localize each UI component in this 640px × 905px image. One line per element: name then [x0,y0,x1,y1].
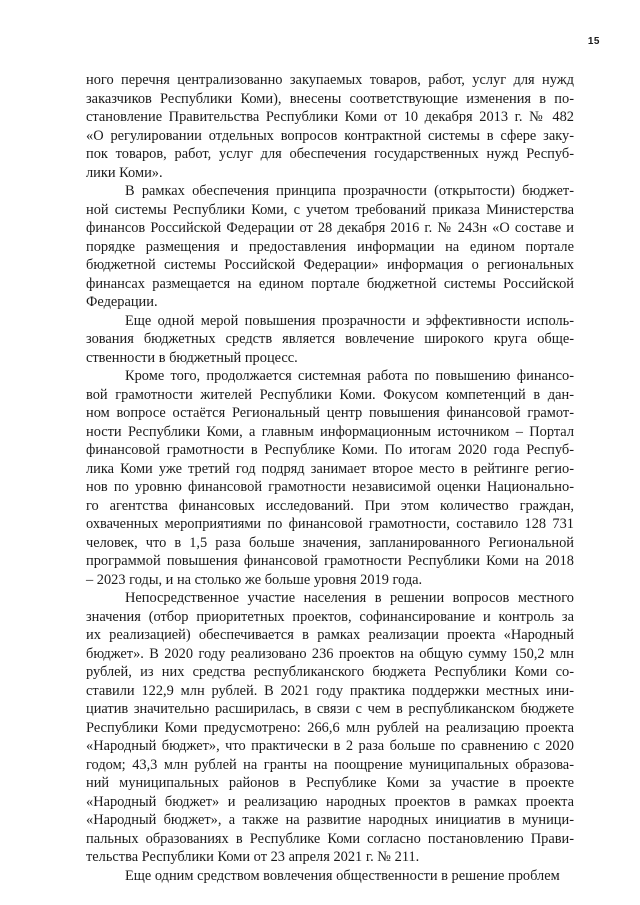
text-line: порядке размещения и предоставления информации на едином портале [86,238,574,255]
text-line: В рамках обеспечения принципа прозрачности (открытости) бюджет- [125,183,574,199]
text-line: бюджет». В 2020 году реализовано 236 проектов на общую сумму 150,2 млн [86,645,574,662]
text-line: ного перечня централизованно закупаемых товаров, работ, услуг для нужд [86,72,574,88]
text-line: циатив значительно расширилась, в связи с чем в республиканском бюджете [86,701,574,717]
text-line: становление Правительства Республики Коми от 10 декабря 2013 г. № 482 [86,109,574,125]
text-line: вой грамотности жителей Республики Коми. Фокусом компетенций в дан- [86,386,574,403]
paragraph [86,367,574,589]
text-line: финансах размещается на едином портале бюджетной системы Российской [86,275,574,292]
text-line: лика Коми уже третий год подряд занимает второе место в рейтинге регио- [86,460,574,477]
text-line: их реализацией) обеспечивается в рамках реализации проекта «Народный [86,627,574,643]
text-line: заказчиков Республики Коми), внесены соответствующие изменения в по- [86,90,574,107]
paragraph [86,867,574,886]
text-line: пок товаров, работ, услуг для обеспечения государственных нужд Респуб- [86,146,574,162]
text-line: ности Республики Коми, а главным информационным источником – Портал [86,423,574,440]
text-line: нов по уровню финансовой грамотности независимой оценки Национально- [86,479,574,495]
text-line: «Народный бюджет», что практически в 2 раза больше по сравнению с 2020 [86,738,574,754]
text-line: «О регулировании отдельных вопросов контрактной системы в сфере заку- [86,127,574,144]
page-number: 15 [587,36,600,47]
text-line: Еще одной мерой повышения прозрачности и эффективности исполь- [125,312,574,329]
text-line: ственности в бюджетный процесс. [86,349,298,366]
text-line: охваченных мероприятиями по финансовой грамотности, составило 128 731 [86,516,574,532]
text-line: – 2023 годы, и на столько же больше уровня 2019 года. [86,571,423,588]
text-line: Федерации. [86,294,158,310]
text-line: ний муниципальных районов в Республике Коми за участие в проекте [86,775,574,791]
text-line: лики Коми». [86,164,163,181]
text-line: зования бюджетных средств является вовлечение широкого круга обще- [86,331,574,347]
text-line: ной системы Республики Коми, с учетом требований приказа Министерства [86,201,574,218]
text-line: Кроме того, продолжается системная работа по повышению финансо- [125,368,574,384]
paragraph [86,71,574,182]
text-line: «Народный бюджет» и реализацию народных проектов в рамках проекта [86,793,574,810]
document-body [86,71,574,885]
text-line: значения (отбор приоритетных проектов, софинансирование и контроль за [86,608,574,625]
text-line: годом; 43,3 млн рублей на гранты на поощрение муниципальных образова- [86,756,574,773]
text-line: финансов Российской Федерации от 28 декабря 2016 г. № 243н «О составе и [86,220,574,236]
paragraph [86,182,574,312]
text-line: Республики Коми предусмотрено: 266,6 млн рублей на реализацию проекта [86,719,574,736]
text-line: финансовой грамотности в Республике Коми. По итогам 2020 года Респуб- [86,442,574,458]
paragraph [86,312,574,368]
paragraph [86,589,574,867]
text-line: тельства Республики Коми от 23 апреля 2021 г. № 211. [86,849,420,865]
text-line: го агентства финансовых исследований. При этом количество граждан, [86,497,574,514]
text-line: Еще одним средством вовлечения общественности в решение проблем [125,867,560,884]
text-line: пальных образованиях в Республике Коми согласно постановлению Прави- [86,830,574,847]
text-line: рублей, из них средства республиканского бюджета Республики Коми со- [86,664,574,680]
text-line: Непосредственное участие населения в решении вопросов местного [125,590,574,606]
text-line: «Народный бюджет», а также на развитие народных инициатив в муници- [86,812,574,828]
text-line: ном вопросе остаётся Региональный центр повышения финансовой грамот- [86,405,574,421]
text-line: программой повышения финансовой грамотности Республики Коми на 2018 [86,553,574,569]
text-line: бюджетной системы Российской Федерации» информация о региональных [86,257,574,273]
text-line: человек, что в 1,5 раза больше значения, запланированного Региональной [86,534,574,551]
text-line: ставили 122,9 млн рублей. В 2021 году практика поддержки местных ини- [86,682,574,699]
